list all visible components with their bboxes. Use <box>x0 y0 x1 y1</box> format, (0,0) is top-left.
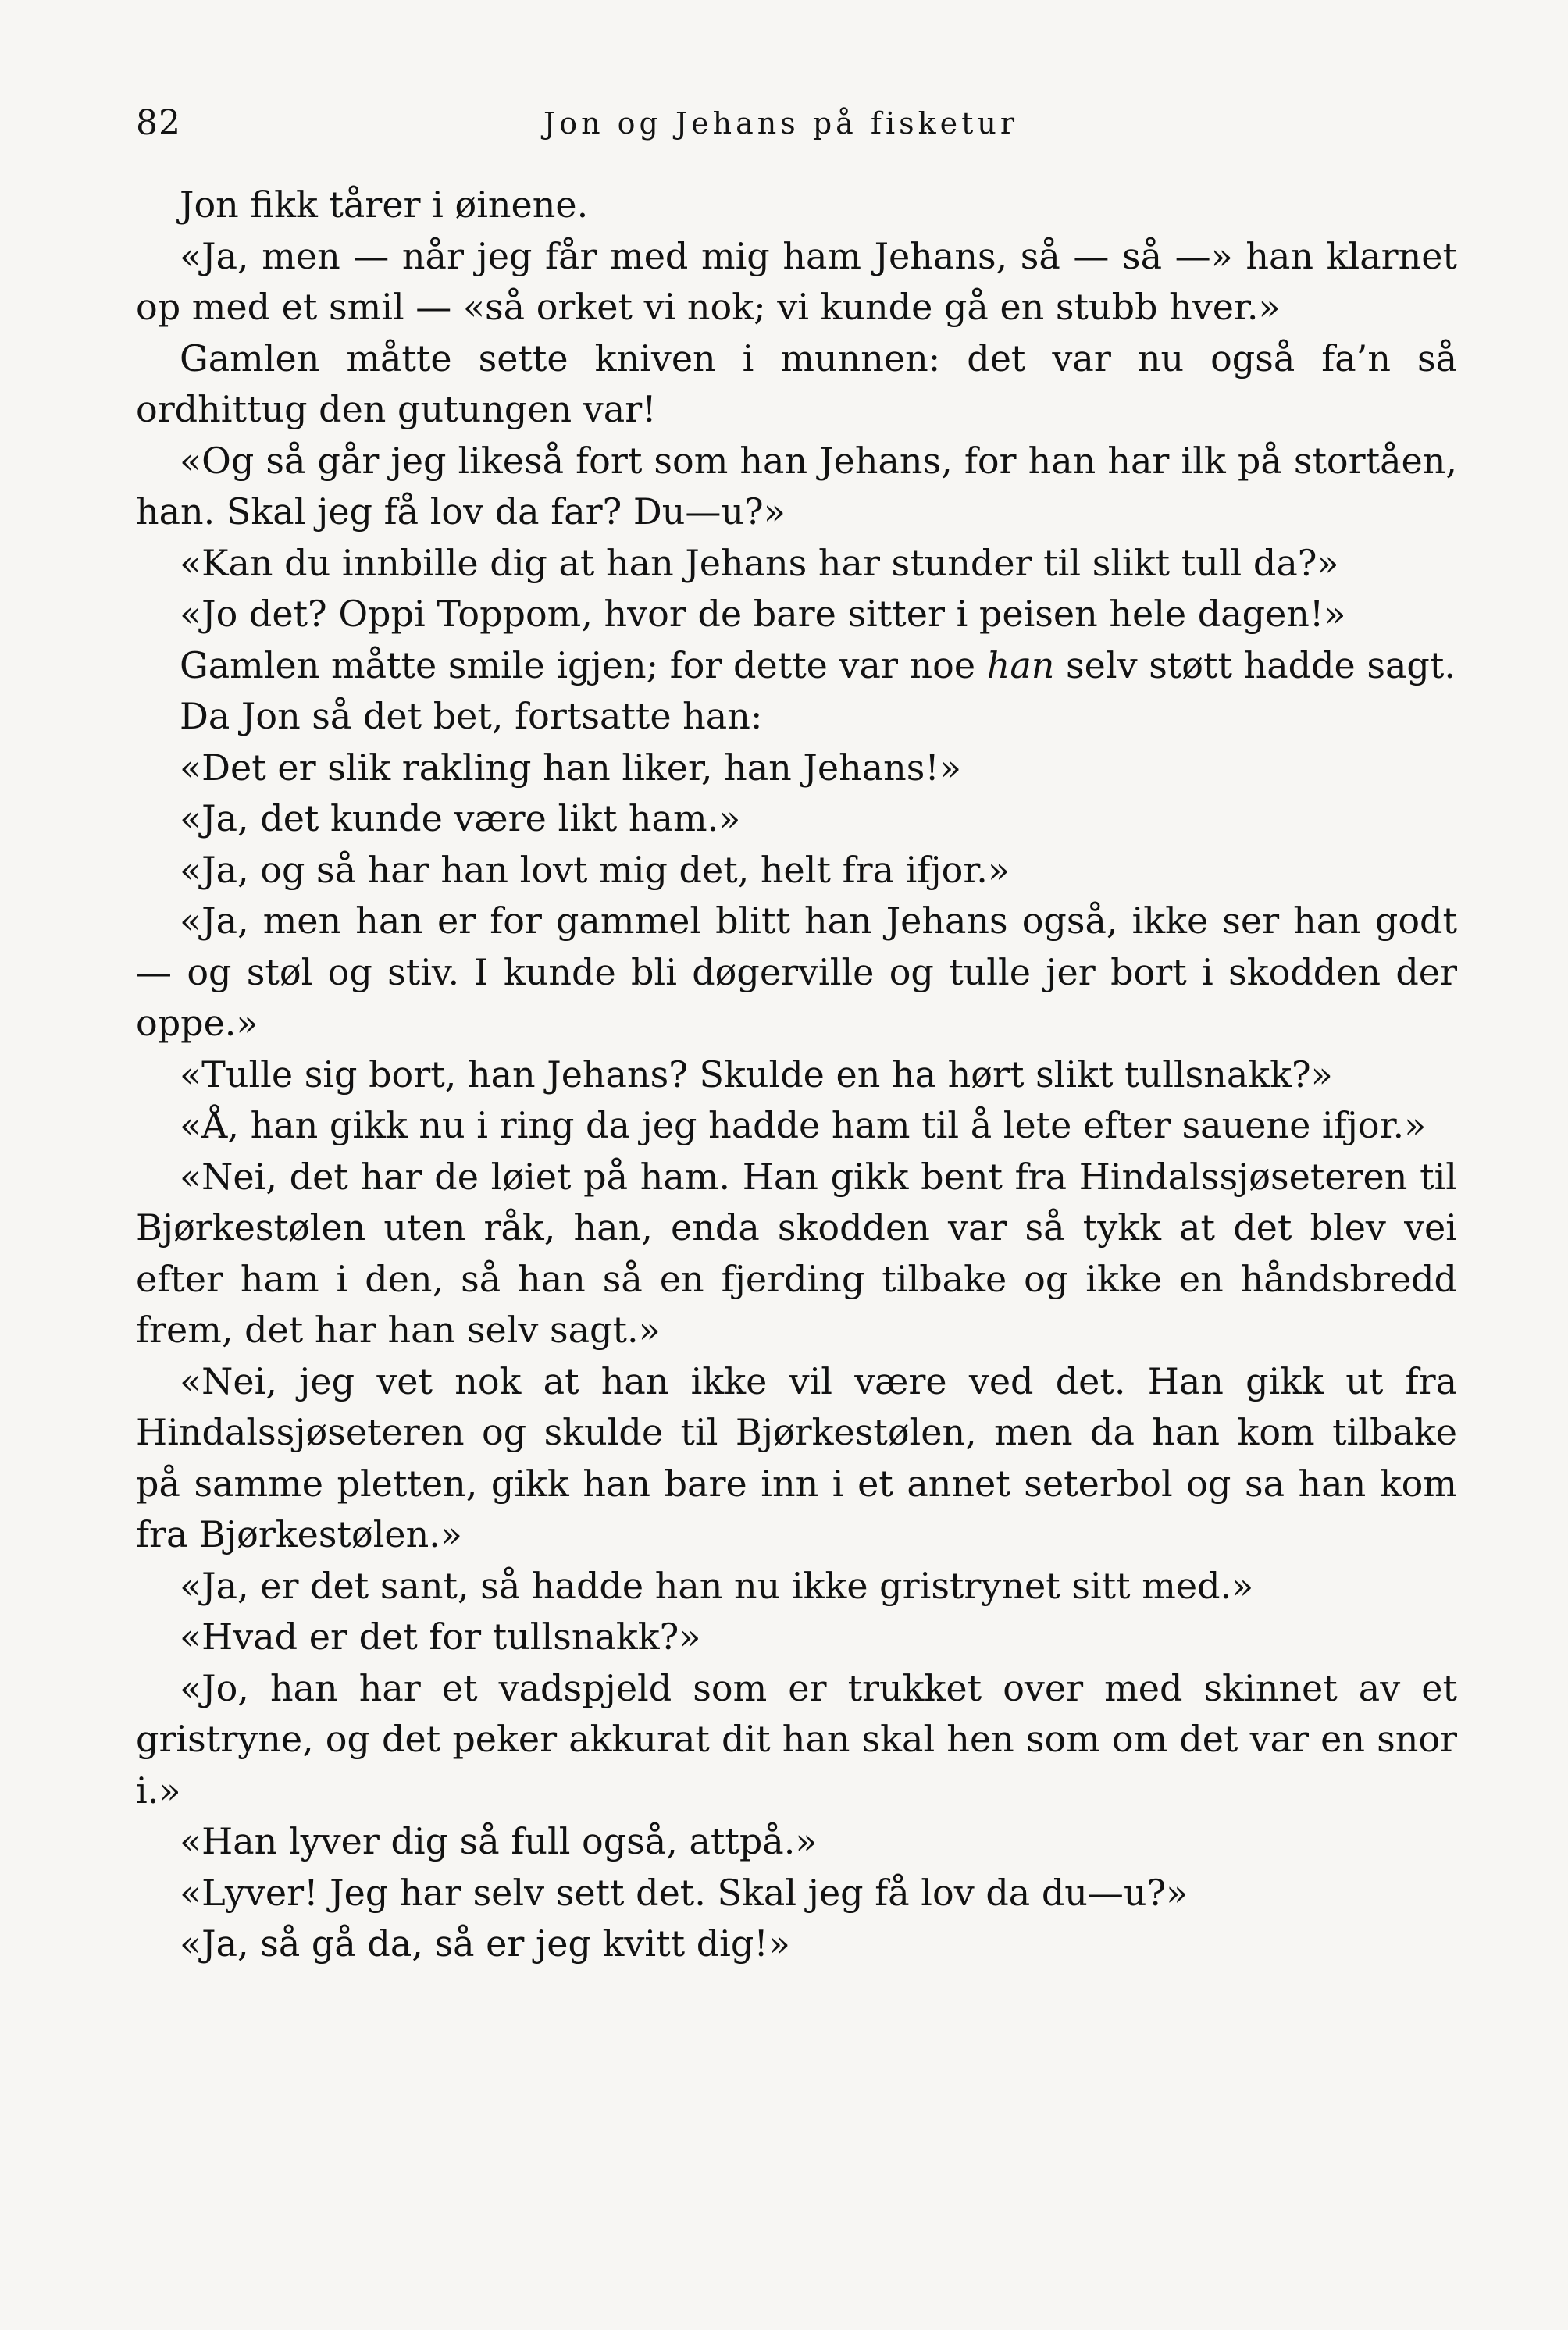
paragraph: «Nei, det har de løiet på ham. Han gikk bent fra Hindalssjøseteren til Bjørkestølen uten råk, han, enda skodden var så tykk at det blev vei efter ham i den, så han så en fjerding tilbake og ikke en håndsbredd frem, det har han selv sagt.» <box>136 1155 1457 1351</box>
paragraph-with-emphasis <box>136 640 1457 692</box>
body-text <box>136 180 1457 1970</box>
paragraph: «Det er slik rakling han liker, han Jehans!» <box>180 746 961 789</box>
paragraph: Da Jon så det bet, fortsatte han: <box>180 695 763 737</box>
paragraph: «Kan du innbille dig at han Jehans har stunder til slikt tull da?» <box>180 541 1339 584</box>
page-header <box>136 97 1456 159</box>
paragraph: «Jo, han har et vadspjeld som er trukket over med skinnet av et gristryne, og det peker akkurat dit han skal hen som om det var en snor i.» <box>136 1666 1457 1812</box>
emphasized-word: han <box>986 643 1055 686</box>
paragraph: «Han lyver dig så full også, attpå.» <box>180 1820 818 1862</box>
paragraph: «Ja, er det sant, så hadde han nu ikke gristrynet sitt med.» <box>180 1564 1254 1607</box>
paragraph: «Ja, det kunde være likt ham.» <box>180 797 741 839</box>
paragraph-text-before: Gamlen måtte smile igjen; for dette var noe <box>180 643 987 686</box>
paragraph: Jon fikk tårer i øinene. <box>180 183 589 226</box>
paragraph: «Å, han gikk nu i ring da jeg hadde ham til å lete efter sauene ifjor.» <box>180 1104 1427 1146</box>
paragraph: Gamlen måtte sette kniven i munnen: det var nu også fa’n så ordhittug den gutungen var! <box>136 337 1457 430</box>
paragraph: «Ja, men — når jeg får med mig ham Jehans, så — så —» han klarnet op med et smil — «så orket vi nok; vi kunde gå en stubb hver.» <box>136 234 1457 328</box>
paragraph-text-after: selv støtt hadde sagt. <box>1054 643 1456 686</box>
paragraph: «Og så går jeg likeså fort som han Jehans, for han har ilk på stortåen, han. Skal jeg få lov da far? Du—u?» <box>136 439 1457 533</box>
paragraph: «Ja, og så har han lovt mig det, helt fra ifjor.» <box>180 848 1010 891</box>
paragraph: «Ja, så gå da, så er jeg kvitt dig!» <box>180 1922 790 1965</box>
paragraph: «Lyver! Jeg har selv sett det. Skal jeg få lov da du—u?» <box>180 1871 1188 1914</box>
running-title: Jon og Jehans på fisketur <box>543 106 1019 141</box>
paragraph: «Tulle sig bort, han Jehans? Skulde en ha hørt slikt tullsnakk?» <box>180 1053 1333 1096</box>
paragraph: «Jo det? Oppi Toppom, hvor de bare sitter i peisen hele dagen!» <box>180 593 1346 635</box>
page-number: 82 <box>136 103 181 143</box>
paragraph: «Ja, men han er for gammel blitt han Jehans også, ikke ser han godt — og støl og stiv. I kunde bli døgerville og tulle jer bort i skodden der oppe.» <box>136 900 1457 1044</box>
paragraph: «Nei, jeg vet nok at han ikke vil være ved det. Han gikk ut fra Hindalssjøseteren og skulde til Bjørkestølen, men da han kom tilbake på samme pletten, gikk han bare inn i et annet seterbol og sa han kom fra Bjørkestølen.» <box>136 1359 1457 1555</box>
paragraph: «Hvad er det for tullsnakk?» <box>180 1616 701 1658</box>
